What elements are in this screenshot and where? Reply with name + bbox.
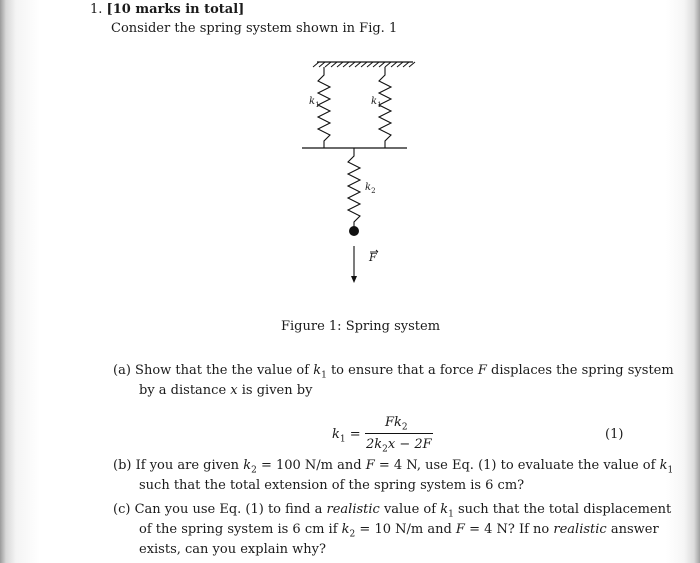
- part-a-line2: by a distance x is given by: [139, 383, 313, 398]
- fraction-bar: [365, 433, 433, 434]
- force-arrow-head: [351, 276, 357, 283]
- part-c-line3: exists, can you explain why?: [139, 542, 326, 557]
- problem-marks: [10 marks in total]: [106, 2, 245, 17]
- part-a-line1: (a) Show that the the value of $k_1$ to ensure that a force F displaces the spring system: [113, 363, 674, 381]
- part-c-line2: of the spring system is 6 cm if $k_2 = 10$ N/m and F = 4 N? If no realistic answer: [139, 522, 659, 540]
- label-force: F: [369, 251, 377, 264]
- equation-denominator: $2k_2x - 2F$: [366, 437, 432, 455]
- problem-intro: Consider the spring system shown in Fig. 1: [111, 21, 398, 36]
- spring-left: [318, 67, 330, 148]
- part-b-line2: such that the total extension of the spring system is 6 cm?: [139, 478, 525, 493]
- ceiling-hatch: [313, 62, 415, 67]
- label-k2: $k_2$: [365, 182, 376, 195]
- equation-numerator: $Fk_2$: [385, 415, 408, 433]
- spring-bottom: [348, 148, 360, 230]
- figure-caption: Figure 1: Spring system: [281, 319, 441, 334]
- equation-number: (1): [605, 427, 624, 442]
- equation-lhs: $k_1$ =: [332, 427, 361, 445]
- label-k1-right: $k_1$: [371, 96, 382, 109]
- problem-number: 1.: [90, 2, 103, 17]
- part-c-line1: (c) Can you use Eq. (1) to find a realistic value of $k_1$ such that the total displacement: [113, 502, 672, 520]
- label-k1-left: $k_1$: [309, 96, 320, 109]
- mass-ball: [349, 226, 359, 236]
- part-b-line1: (b) If you are given $k_2 = 100$ N/m and F = 4 N, use Eq. (1) to evaluate the value of $k_1$: [113, 458, 674, 476]
